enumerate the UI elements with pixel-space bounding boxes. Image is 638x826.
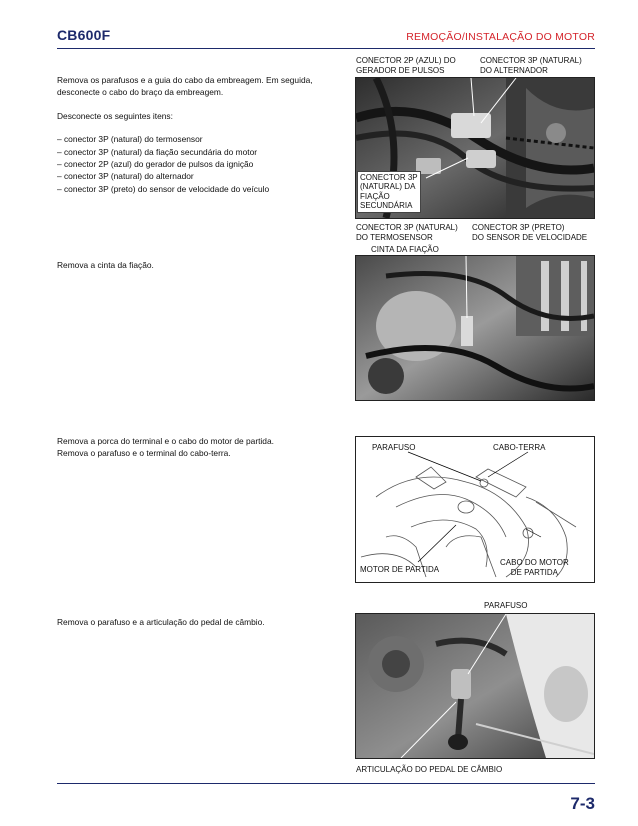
shift-link-photo-image bbox=[356, 614, 594, 758]
step1-para1: Remova os parafusos e a guia do cabo da embreagem. Em seguida, desconecte o cabo do braço da embreagem. bbox=[57, 75, 313, 98]
page-number: 7-3 bbox=[570, 794, 595, 813]
step4-text: Remova o parafuso e a articulação do pedal de câmbio. bbox=[57, 617, 265, 627]
wiring-band-photo bbox=[355, 255, 595, 401]
step1-item: – conector 3P (natural) do alternador bbox=[57, 171, 194, 182]
manual-model-title: CB600F bbox=[57, 27, 111, 43]
label-thermosensor: CONECTOR 3P (NATURAL) DO TERMOSENSOR bbox=[356, 223, 458, 242]
label-bolt-ground: PARAFUSO bbox=[372, 443, 416, 452]
step1-item: – conector 3P (natural) do termosensor bbox=[57, 134, 203, 145]
step3-line2: Remova o parafuso e o terminal do cabo-terra. bbox=[57, 448, 231, 459]
label-shift-link: ARTICULAÇÃO DO PEDAL DE CÂMBIO bbox=[356, 765, 503, 774]
shift-link-photo bbox=[355, 613, 595, 759]
label-bolt-shift: PARAFUSO bbox=[484, 601, 528, 610]
step1-item: – conector 3P (natural) da fiação secundária do motor bbox=[57, 146, 258, 157]
step1-para2: Desconecte os seguintes itens: bbox=[57, 110, 173, 121]
wiring-band-photo-image bbox=[356, 256, 594, 400]
step1-item: – conector 2P (azul) do gerador de pulsos da ignição bbox=[57, 159, 254, 170]
label-secondary-wiring: CONECTOR 3P (NATURAL) DA FIAÇÃO SECUNDÁRIA bbox=[357, 171, 421, 213]
step3-text bbox=[57, 435, 357, 460]
step2-text: Remova a cinta da fiação. bbox=[57, 260, 154, 270]
footer-rule bbox=[57, 783, 595, 784]
step1-text bbox=[57, 74, 357, 195]
label-pulse-generator: CONECTOR 2P (AZUL) DO GERADOR DE PULSOS bbox=[356, 56, 456, 75]
header-rule bbox=[57, 48, 595, 49]
label-alternator: CONECTOR 3P (NATURAL) DO ALTERNADOR bbox=[480, 56, 582, 75]
label-speed-sensor: CONECTOR 3P (PRETO) DO SENSOR DE VELOCIDADE bbox=[472, 223, 588, 242]
label-ground-cable: CABO-TERRA bbox=[493, 443, 546, 452]
label-starter-cable: CABO DO MOTOR DE PARTIDA bbox=[500, 558, 569, 577]
step3-line1: Remova a porca do terminal e o cabo do motor de partida. bbox=[57, 436, 274, 446]
label-wiring-band: CINTA DA FIAÇÃO bbox=[371, 245, 439, 254]
section-title: REMOÇÃO/INSTALAÇÃO DO MOTOR bbox=[406, 31, 595, 43]
label-starter-motor: MOTOR DE PARTIDA bbox=[360, 565, 440, 574]
step1-item: – conector 3P (preto) do sensor de velocidade do veículo bbox=[57, 183, 270, 194]
